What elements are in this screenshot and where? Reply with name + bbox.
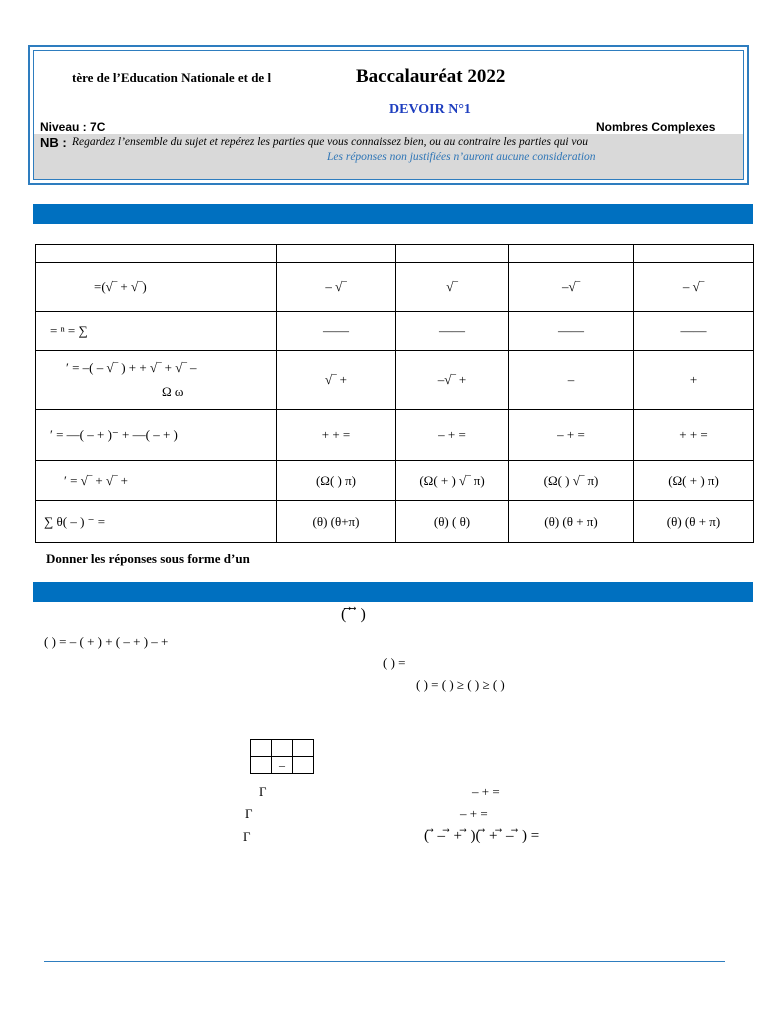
qcm-question: ′ = √‾ + √‾ + <box>36 461 277 501</box>
qcm-header-row <box>36 245 754 263</box>
qcm-answer[interactable]: + <box>634 351 754 410</box>
qcm-question: = ⁿ = ∑ <box>36 312 277 351</box>
qcm-row <box>36 312 754 351</box>
qcm-question-line: ′ = –( – √‾ ) + + √‾ + √‾ – <box>66 360 197 375</box>
grid-cell <box>251 757 272 774</box>
qcm-answer[interactable]: √‾ + <box>277 351 396 410</box>
qcm-row <box>36 461 754 501</box>
grid-cell: – <box>272 757 293 774</box>
subject-label: Nombres Complexes <box>596 120 716 134</box>
gamma-2-equation: – + = <box>460 806 488 821</box>
qcm-answer[interactable]: (Ω( ) π) <box>277 461 396 501</box>
footer-line <box>44 961 725 962</box>
qcm-answer[interactable]: –√‾ <box>509 263 634 312</box>
gamma-3-equation: ( ⃗ – ⃗ + ⃗ )( ⃗ + ⃗ – ⃗ ) = <box>424 828 540 844</box>
grid-cell <box>251 740 272 757</box>
ex2-inequality: ( ) = ( ) ≥ ( ) ≥ ( ) <box>416 677 505 692</box>
devoir-title: DEVOIR N°1 <box>389 102 471 117</box>
qcm-answer[interactable]: —— <box>277 312 396 351</box>
qcm-answer[interactable]: (θ) (θ+π) <box>277 501 396 543</box>
qcm-answer[interactable]: —— <box>396 312 509 351</box>
qcm-table <box>35 244 754 543</box>
qcm-question: =(√‾ + √‾) <box>36 263 277 312</box>
qcm-answer[interactable]: (θ) (θ + π) <box>634 501 754 543</box>
qcm-row <box>36 351 754 410</box>
exam-title: Baccalauréat 2022 <box>356 66 506 87</box>
gamma-1-equation: – + = <box>472 784 500 799</box>
qcm-header-cell <box>634 245 754 263</box>
nb-label: NB : <box>40 135 67 150</box>
qcm-question: ∑ θ( – ) ⁻ = <box>36 501 277 543</box>
section-bar-2 <box>33 582 753 602</box>
niveau-label: Niveau : 7C <box>40 120 106 134</box>
qcm-answer[interactable]: – <box>509 351 634 410</box>
section-bar-1 <box>33 204 753 224</box>
qcm-question <box>36 351 277 410</box>
nb-text: Regardez l’ensemble du sujet et repérez les parties que vous connaissez bien, ou au contraire les parties qui vou <box>72 136 589 148</box>
qcm-row <box>36 501 754 543</box>
qcm-answer[interactable]: – + = <box>396 410 509 461</box>
qcm-answer[interactable]: – √‾ <box>634 263 754 312</box>
qcm-answer[interactable]: (Ω( + ) π) <box>634 461 754 501</box>
qcm-question-line: Ω ω <box>162 384 184 399</box>
qcm-answer[interactable]: —— <box>509 312 634 351</box>
ministry-text: tère de l’Education Nationale et de l <box>72 70 272 85</box>
qcm-answer[interactable]: (Ω( + ) √‾ π) <box>396 461 509 501</box>
ex2-vector-basis: ( ⃗ ⃗ ) <box>341 606 366 623</box>
gamma-1: Γ <box>259 784 267 799</box>
qcm-header-cell <box>277 245 396 263</box>
qcm-header-cell <box>396 245 509 263</box>
grid-cell <box>272 740 293 757</box>
ex2-line-3: ( ) = <box>383 655 406 670</box>
qcm-answer[interactable]: –√‾ + <box>396 351 509 410</box>
qcm-row <box>36 263 754 312</box>
nb-warning: Les réponses non justifiées n’auront aucune consideration <box>327 151 596 163</box>
qcm-answer[interactable]: (θ) ( θ) <box>396 501 509 543</box>
qcm-header-cell <box>509 245 634 263</box>
gamma-3: Γ <box>243 829 251 844</box>
qcm-answer[interactable]: + + = <box>277 410 396 461</box>
ex2-grid <box>250 739 314 774</box>
qcm-row <box>36 410 754 461</box>
qcm-header-cell <box>36 245 277 263</box>
qcm-answer[interactable]: —— <box>634 312 754 351</box>
grid-cell <box>293 757 314 774</box>
qcm-answer[interactable]: (θ) (θ + π) <box>509 501 634 543</box>
grid-cell <box>293 740 314 757</box>
gamma-2: Γ <box>245 806 253 821</box>
qcm-answer[interactable]: – + = <box>509 410 634 461</box>
qcm-answer[interactable]: (Ω( ) √‾ π) <box>509 461 634 501</box>
qcm-question: ′ = —( – + )⁻ + —( – + ) <box>36 410 277 461</box>
qcm-answer[interactable]: √‾ <box>396 263 509 312</box>
qcm-answer[interactable]: – √‾ <box>277 263 396 312</box>
qcm-answer[interactable]: + + = <box>634 410 754 461</box>
answer-form-note: Donner les réponses sous forme d’un <box>46 551 250 566</box>
ex2-polynomial: ( ) = – ( + ) + ( – + ) – + <box>44 634 169 649</box>
